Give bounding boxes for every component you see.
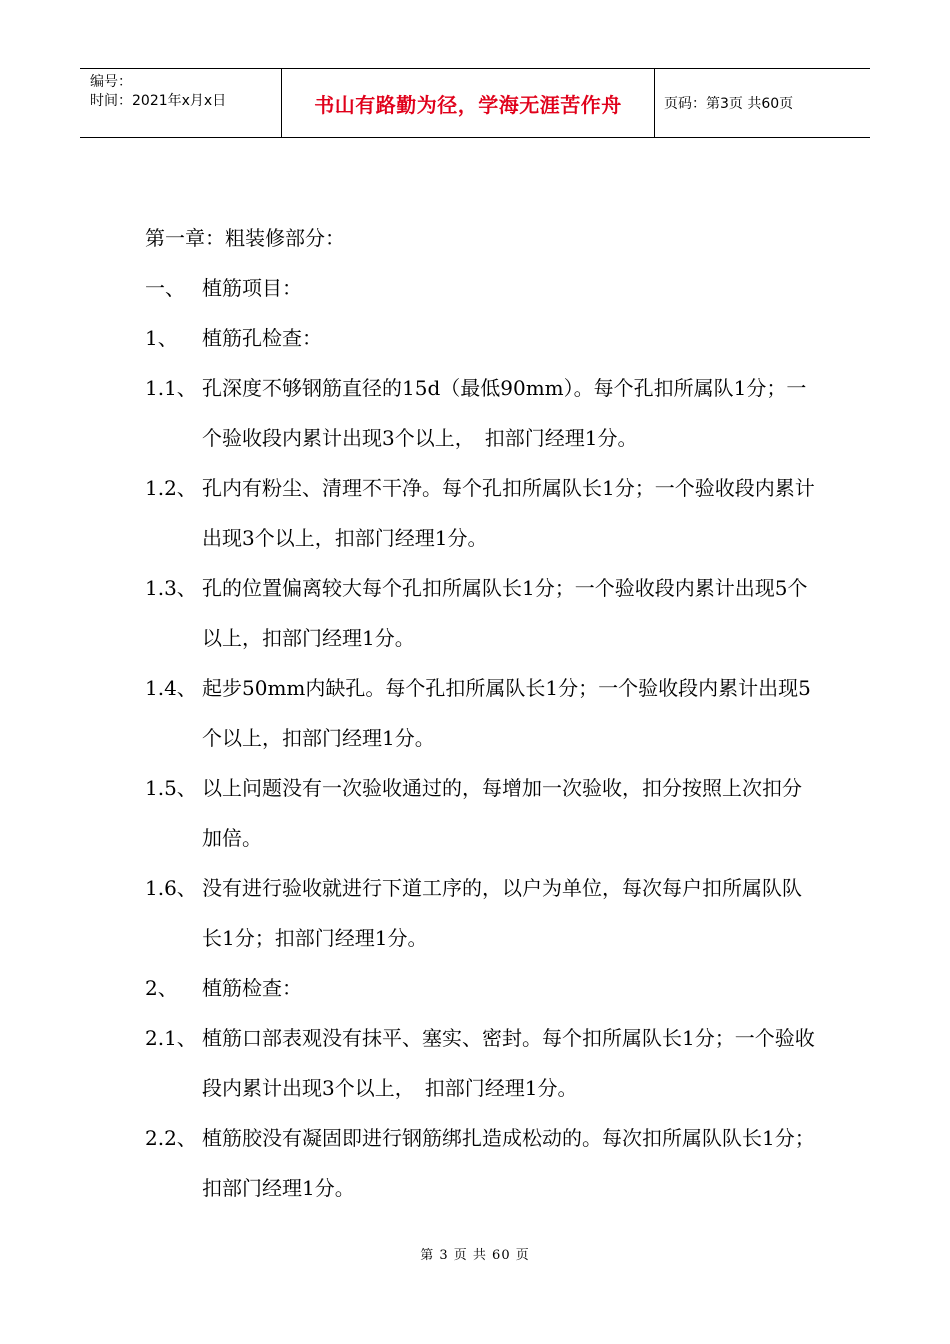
document-body [145, 213, 815, 1213]
item-number: 1.2、 [145, 476, 197, 500]
item-number: 1.4、 [145, 676, 197, 700]
list-item [145, 663, 815, 763]
item-text: 以上问题没有一次验收通过的，每增加一次验收，扣分按照上次扣分加倍。 [202, 776, 802, 850]
list-item [145, 463, 815, 563]
item-number: 一、 [145, 276, 185, 300]
list-item [145, 863, 815, 963]
item-number: 2.2、 [145, 1126, 197, 1150]
item-text: 没有进行验收就进行下道工序的，以户为单位，每次每户扣所属队队长1分；扣部门经理1分。 [202, 876, 802, 950]
item-number: 1.1、 [145, 376, 197, 400]
list-item [145, 263, 815, 313]
item-text: 植筋孔检查： [202, 326, 322, 350]
item-text: 孔深度不够钢筋直径的15d（最低90mm）。每个孔扣所属队1分；一个验收段内累计出现3个以上， 扣部门经理1分。 [202, 376, 807, 450]
list-item [145, 963, 815, 1013]
item-number: 1.6、 [145, 876, 197, 900]
item-text: 孔的位置偏离较大每个孔扣所属队长1分；一个验收段内累计出现5个以上，扣部门经理1分。 [202, 576, 808, 650]
item-number: 2.1、 [145, 1026, 197, 1050]
list-item [145, 763, 815, 863]
header-motto: 书山有路勤为径，学海无涯苦作舟 [282, 69, 655, 137]
item-text: 孔内有粉尘、清理不干净。每个孔扣所属队长1分；一个验收段内累计出现3个以上，扣部门经理1分。 [202, 476, 815, 550]
list-item [145, 363, 815, 463]
item-text: 植筋检查： [202, 976, 302, 1000]
item-number: 1、 [145, 326, 178, 350]
list-item [145, 1113, 815, 1213]
list-item [145, 313, 815, 363]
page-footer: 第 3 页 共 60 页 [420, 1248, 530, 1263]
item-number: 1.5、 [145, 776, 197, 800]
item-text: 植筋胶没有凝固即进行钢筋绑扎造成松动的。每次扣所属队队长1分；扣部门经理1分。 [202, 1126, 815, 1200]
chapter-title: 第一章：粗装修部分： [145, 226, 345, 250]
document-header [80, 68, 870, 138]
item-text: 植筋项目： [202, 276, 302, 300]
serial-number-label: 编号： [90, 74, 132, 90]
list-item [145, 1013, 815, 1113]
list-item [145, 563, 815, 663]
item-text: 起步50mm内缺孔。每个孔扣所属队长1分；一个验收段内累计出现5个以上，扣部门经理1分。 [202, 676, 811, 750]
date-label: 时间：2021年x月x日 [90, 93, 227, 109]
header-meta [80, 69, 282, 137]
item-text: 植筋口部表观没有抹平、塞实、密封。每个扣所属队长1分；一个验收段内累计出现3个以上， 扣部门经理1分。 [202, 1026, 815, 1100]
header-page-code: 页码：第3页 共60页 [664, 96, 794, 112]
item-number: 2、 [145, 976, 178, 1000]
item-number: 1.3、 [145, 576, 197, 600]
